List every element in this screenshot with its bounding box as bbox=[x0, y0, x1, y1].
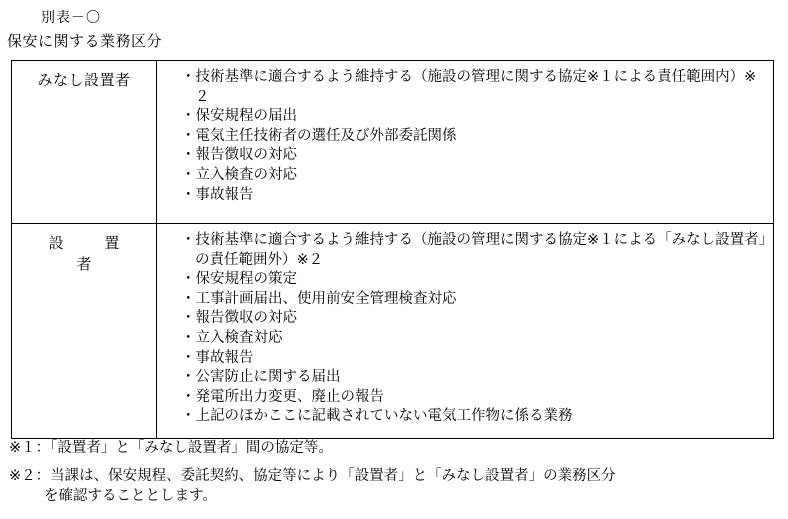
duty-item: ・技術基準に適合するよう維持する（施設の管理に関する協定※１による「みなし設置者」の責任範囲外）※２ bbox=[181, 232, 766, 268]
table-row bbox=[12, 61, 774, 224]
duty-division-table bbox=[11, 60, 774, 439]
duty-item: ・事故報告 bbox=[181, 186, 254, 203]
duty-item: ・公害防止に関する届出 bbox=[181, 369, 341, 386]
duty-item: ・立入検査対応 bbox=[181, 329, 283, 346]
duty-item: ・保安規程の策定 bbox=[181, 271, 297, 288]
duty-item: ・報告徴収の対応 bbox=[181, 147, 297, 164]
duty-item: ・上記のほかここに記載されていない電気工作物に係る業務 bbox=[181, 408, 573, 425]
role-cell bbox=[12, 224, 157, 439]
duty-item: ・電気主任技術者の選任及び外部委託関係 bbox=[181, 127, 457, 144]
duties-cell bbox=[157, 224, 774, 439]
footnote-2 bbox=[9, 466, 779, 506]
role-label-deemed-installer: みなし設置者 bbox=[37, 71, 131, 89]
duty-list bbox=[181, 68, 767, 205]
document-title: 保安に関する業務区分 bbox=[7, 32, 163, 50]
duty-item: ・立入検査の対応 bbox=[181, 166, 297, 183]
duty-item: ・報告徴収の対応 bbox=[181, 310, 297, 327]
role-label-installer: 設 置 者 bbox=[48, 234, 138, 273]
duty-item: ・保安規程の届出 bbox=[181, 108, 297, 125]
duty-item: ・発電所出力変更、廃止の報告 bbox=[181, 388, 384, 405]
footnote-2-line-1: ※２：当課は、保安規程、委託契約、協定等により「設置者」と「みなし設置者」の業務区分 bbox=[9, 468, 616, 484]
duty-list bbox=[181, 231, 767, 427]
duties-cell bbox=[157, 61, 774, 224]
role-cell bbox=[12, 61, 157, 224]
duty-item: ・事故報告 bbox=[181, 349, 254, 366]
table-row bbox=[12, 224, 774, 439]
duty-item: ・工事計画届出、使用前安全管理検査対応 bbox=[181, 290, 457, 307]
annex-label: 別表－〇 bbox=[41, 10, 101, 26]
duty-item: ・技術基準に適合するよう維持する（施設の管理に関する協定※１による責任範囲内）※２ bbox=[181, 69, 757, 105]
footnote-2-line-2: を確認することとします。 bbox=[44, 488, 217, 504]
footnote-1: ※１：「設置者」と「みなし設置者」間の協定等。 bbox=[9, 440, 333, 456]
